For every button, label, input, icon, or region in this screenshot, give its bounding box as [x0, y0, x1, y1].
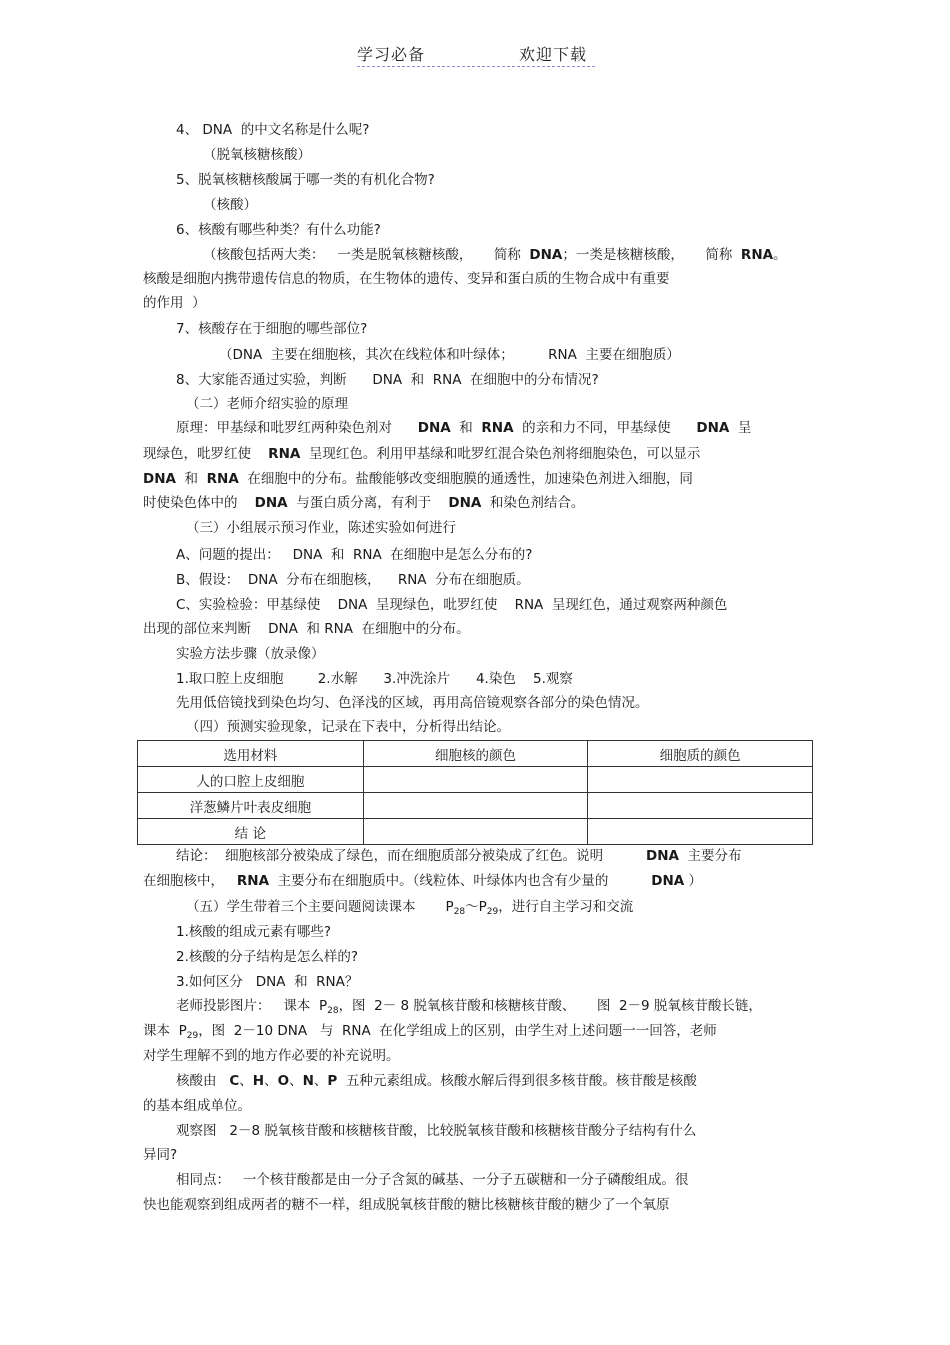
step-c-line-2: 出现的部位来判断 DNA 和 RNA 在细胞中的分布。 — [143, 621, 470, 637]
compare-line-1: 观察图 2－8 脱氧核苷酸和核糖核苷酸，比较脱氧核苷酸和核糖核苷酸分子结构有什么 — [176, 1123, 697, 1139]
question-4: 4、 DNA 的中文名称是什么呢? — [176, 122, 370, 138]
prediction-table — [137, 740, 813, 845]
section-4-heading: （四）预测实验现象，记录在下表中，分析得出结论。 — [186, 719, 510, 735]
list-item: 1.核酸的组成元素有哪些? — [176, 924, 332, 940]
step-a: A、问题的提出： DNA 和 RNA 在细胞中是怎么分布的? — [176, 547, 533, 563]
list-item: 3.如何区分 DNA 和 RNA？ — [176, 974, 359, 990]
table-cell: 洋葱鳞片叶表皮细胞 — [138, 793, 364, 819]
principle-line-4: 时使染色体中的 DNA 与蛋白质分离，有利于 DNA 和染色剂结合。 — [143, 495, 585, 511]
table-cell: 人的口腔上皮细胞 — [138, 767, 364, 793]
answer-6-line-2: 核酸是细胞内携带遗传信息的物质，在生物体的遗传、变异和蛋白质的生物合成中有重要 — [143, 271, 670, 287]
teacher-line-3: 对学生理解不到的地方作必要的补充说明。 — [143, 1048, 400, 1064]
section-2-heading: （二）老师介绍实验的原理 — [186, 396, 348, 412]
header-right: 欢迎下载 — [519, 45, 588, 64]
step-b: B、假设： DNA 分布在细胞核， RNA 分布在细胞质。 — [176, 572, 530, 588]
table-header-cell: 细胞质的颜色 — [588, 741, 813, 767]
teacher-line-2: 课本 $P_{29}$，图 2－10 DNA 与 RNA 在化学组成上的区别，由学生对上述问题一一回答，老师 — [143, 1023, 717, 1041]
question-6: 6、核酸有哪些种类？有什么功能? — [176, 222, 381, 238]
compare-line-2: 异同? — [143, 1147, 178, 1163]
method-steps: 1.取口腔上皮细胞 2.水解 3.冲洗涂片 4.染色 5.观察 — [176, 671, 573, 687]
composition-line-1: 核酸由 C、H、O、N、P 五种元素组成。核酸水解后得到很多核苷酸。核苷酸是核酸 — [176, 1073, 697, 1089]
observe-instruction: 先用低倍镜找到染色均匀、色泽浅的区域，再用高倍镜观察各部分的染色情况。 — [176, 695, 649, 711]
principle-line-3: DNA 和 RNA 在细胞中的分布。盐酸能够改变细胞膜的通透性，加速染色剂进入细胞，同 — [143, 471, 693, 487]
answer-6-line-3: 的作用 ） — [143, 295, 206, 311]
table-cell — [588, 819, 813, 845]
section-3-heading: （三）小组展示预习作业，陈述实验如何进行 — [186, 520, 456, 536]
table-header-row — [138, 741, 813, 767]
composition-line-2: 的基本组成单位。 — [143, 1098, 251, 1114]
table-cell — [588, 793, 813, 819]
answer-4: （脱氧核糖核酸） — [203, 147, 311, 163]
page-header — [357, 42, 595, 67]
teacher-line-1: 老师投影图片： 课本 $P_{28}$，图 2－ 8 脱氧核苷酸和核糖核苷酸、 图 2－9 脱氧核苷酸长链， — [176, 998, 762, 1016]
table-cell — [363, 767, 588, 793]
principle-line-2: 现绿色，吡罗红使 RNA 呈现红色。利用甲基绿和吡罗红混合染色剂将细胞染色，可以显示 — [143, 446, 701, 462]
principle-line-1: 原理：甲基绿和吡罗红两种染色剂对 DNA 和 RNA 的亲和力不同，甲基绿使 DNA 呈 — [176, 420, 752, 436]
answer-5: （核酸） — [203, 197, 257, 213]
question-8: 8、大家能否通过实验，判断 DNA 和 RNA 在细胞中的分布情况? — [176, 372, 599, 388]
conclusion-line-2: 在细胞核中， RNA 主要分布在细胞质中。（线粒体、叶绿体内也含有少量的 DNA ） — [143, 873, 703, 889]
answer-6-line-1: （核酸包括两大类： 一类是脱氧核糖核酸， 简称 DNA；一类是核糖核酸， 简称 RNA。 — [203, 247, 787, 263]
table-row — [138, 767, 813, 793]
step-c-line-1: C、实验检验：甲基绿使 DNA 呈现绿色，吡罗红使 RNA 呈现红色，通过观察两种颜色 — [176, 597, 728, 613]
table-cell — [363, 793, 588, 819]
method-heading: 实验方法步骤（放录像） — [176, 646, 325, 662]
section-5-heading: （五）学生带着三个主要问题阅读课本 $P_{28}\sim P_{29}$，进行自主学习和交流 — [186, 899, 634, 917]
table-cell — [363, 819, 588, 845]
table-cell: 结 论 — [138, 819, 364, 845]
question-5: 5、脱氧核糖核酸属于哪一类的有机化合物? — [176, 172, 435, 188]
conclusion-line-1: 结论： 细胞核部分被染成了绿色，而在细胞质部分被染成了红色。说明 DNA 主要分布 — [176, 848, 742, 864]
table-cell — [588, 767, 813, 793]
table-header-cell: 细胞核的颜色 — [363, 741, 588, 767]
table-header-cell: 选用材料 — [138, 741, 364, 767]
table-row — [138, 819, 813, 845]
same-line-2: 快也能观察到组成两者的糖不一样，组成脱氧核苷酸的糖比核糖核苷酸的糖少了一个氧原 — [143, 1197, 670, 1213]
same-line-1: 相同点： 一个核苷酸都是由一分子含氮的碱基、一分子五碳糖和一分子磷酸组成。很 — [176, 1172, 689, 1188]
answer-7: （DNA 主要在细胞核，其次在线粒体和叶绿体； RNA 主要在细胞质） — [219, 347, 680, 363]
header-left: 学习必备 — [357, 45, 426, 64]
list-item: 2.核酸的分子结构是怎么样的? — [176, 949, 359, 965]
question-7: 7、核酸存在于细胞的哪些部位? — [176, 321, 368, 337]
table-row — [138, 793, 813, 819]
